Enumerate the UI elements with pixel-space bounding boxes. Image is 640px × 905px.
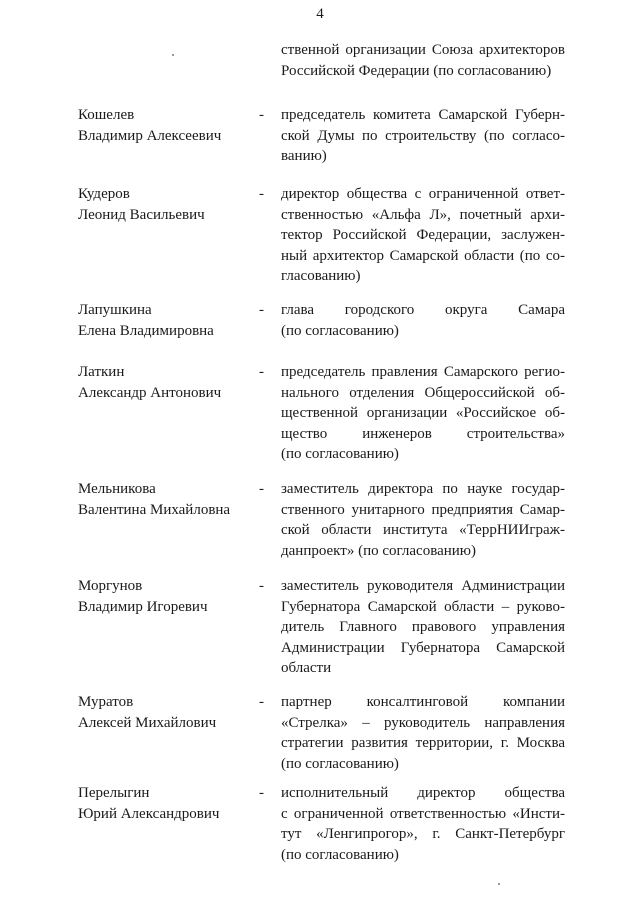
desc-line: щественной организации «Российское об- [281,405,565,421]
member-name [78,105,253,147]
desc-line: (по согласованию) [281,322,399,339]
member-name [78,576,253,618]
member-description [281,576,565,679]
scan-speck [172,54,174,56]
member-description [281,362,565,465]
desc-line: заместитель директора по науке государ- [281,481,565,497]
surname: Кудеров [78,186,130,202]
desc-line: данпроект» (по согласованию) [281,542,476,559]
surname: Муратов [78,694,134,710]
desc-line: щество инженеров строительства» [281,425,565,442]
member-name [78,362,253,404]
desc-line: ственного унитарного предприятия Самар- [281,501,565,518]
desc-line: тут «Ленгипрогор», г. Санкт-Петербург [281,826,565,842]
member-description [281,184,565,287]
desc-line: директор общества с ограниченной ответ- [281,186,565,202]
desc-line: нального отделения Общероссийской об- [281,384,565,401]
given-names: Валентина Михайловна [78,502,231,518]
surname: Моргунов [78,578,143,594]
desc-line: ской Думы по строительству (по согласо- [281,127,565,144]
desc-line: (по согласованию) [281,446,399,462]
separator-dash: - [259,302,264,318]
member-description [281,479,565,561]
separator-dash: - [259,364,264,380]
surname: Перелыгин [78,785,150,801]
desc-line: ственностью «Альфа Л», почетный архи- [281,206,565,223]
surname: Латкин [78,364,125,380]
given-names: Алексей Михайлович [78,715,217,731]
desc-line: гласованию) [281,268,361,284]
desc-line: ванию) [281,148,327,164]
given-names: Елена Владимировна [78,323,214,339]
scan-speck [498,883,500,885]
entry-description [281,40,565,81]
separator-dash: - [259,186,264,202]
member-description [281,105,565,167]
desc-line: с ограниченной ответственностью «Инсти- [281,805,565,822]
member-name [78,300,253,342]
member-name [78,184,253,226]
desc-line: ный архитектор Самарской области (по со- [281,247,565,264]
desc-line: исполнительный директор общества [281,785,565,801]
separator-dash: - [259,785,264,801]
desc-line: Российской Федерации (по согласованию) [281,62,552,79]
member-description [281,783,565,865]
surname: Кошелев [78,107,135,123]
member-description [281,692,565,774]
desc-line: тектор Российской Федерации, заслужен- [281,227,565,243]
desc-line: Губернатора Самарской области – руково- [281,598,565,615]
member-description [281,300,565,341]
given-names: Владимир Игоревич [78,599,208,615]
separator-dash: - [259,107,264,123]
desc-line: дитель Главного правового управления [281,619,565,635]
separator-dash: - [259,481,264,497]
given-names: Леонид Васильевич [78,207,205,223]
desc-line: «Стрелка» – руководитель направления [281,714,565,731]
given-names: Владимир Алексеевич [78,128,222,144]
desc-line: председатель комитета Самарской Губерн- [281,107,565,123]
desc-line: (по согласованию) [281,846,399,863]
desc-line: ской области института «ТеррНИИграж- [281,522,565,538]
desc-line: (по согласованию) [281,755,399,772]
desc-line: области [281,660,332,676]
desc-line: Администрации Губернатора Самарской [281,639,565,656]
desc-line: заместитель руководителя Администрации [281,578,565,594]
desc-line: председатель правления Самарского регио- [281,364,565,380]
member-name [78,479,253,521]
given-names: Юрий Александрович [78,806,220,822]
member-name [78,692,253,734]
separator-dash: - [259,578,264,594]
desc-line: ственной организации Союза архитекторов [281,42,565,58]
desc-line: глава городского округа Самара [281,302,565,318]
page-number: 4 [316,6,324,22]
given-names: Александр Антонович [78,385,222,401]
surname: Лапушкина [78,302,152,318]
desc-line: стратегии развития территории, г. Москва [281,735,565,751]
member-name [78,783,253,825]
separator-dash: - [259,694,264,710]
desc-line: партнер консалтинговой компании [281,694,565,710]
surname: Мельникова [78,481,156,497]
